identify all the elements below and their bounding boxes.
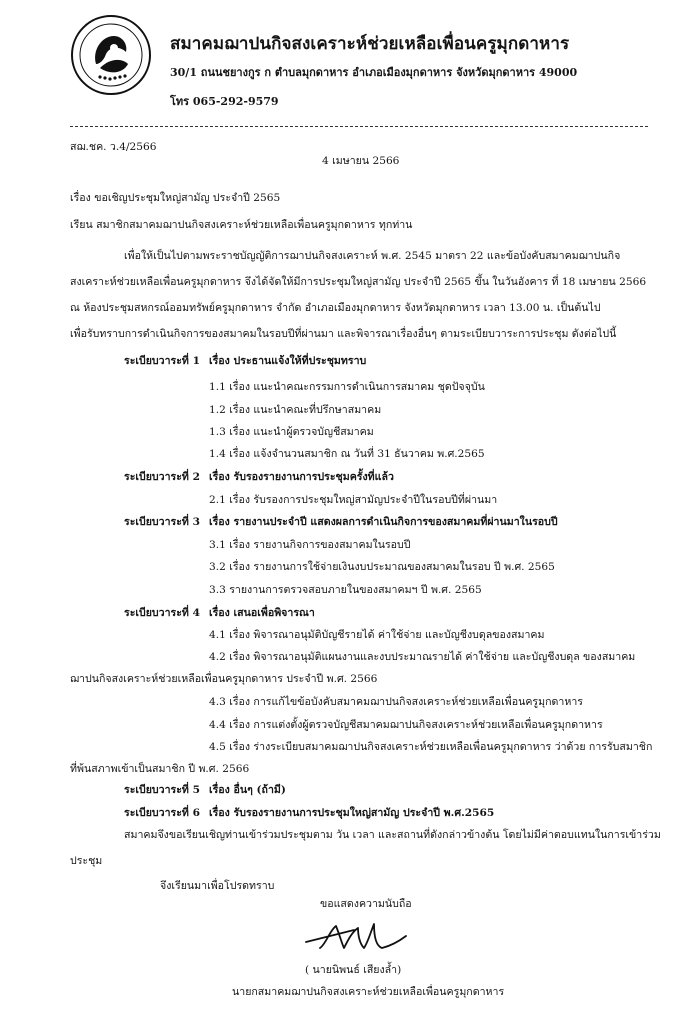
regards-line: ขอแสดงความนับถือ bbox=[320, 898, 412, 910]
agenda-item: 4.2 เรื่อง พิจารณาอนุมัติแผนงานและงบประมาณรายได้ ค่าใช้จ่าย และบัญชีงบดุล ของสมาคม bbox=[209, 651, 636, 663]
agenda-4-title: เรื่อง เสนอเพื่อพิจารณา bbox=[209, 607, 315, 619]
agenda-item: 1.4 เรื่อง แจ้งจำนวนสมาชิก ณ วันที่ 31 ธันวาคม พ.ศ.2565 bbox=[209, 448, 485, 460]
agenda-item-continuation: ที่พ้นสภาพเข้าเป็นสมาชิก ปี พ.ศ. 2566 bbox=[70, 763, 250, 775]
request-line: จึงเรียนมาเพื่อโปรดทราบ bbox=[160, 880, 275, 892]
organization-address: 30/1 ถนนชยางกูร ก ตำบลมุกดาหาร อำเภอเมืองมุกดาหาร จังหวัดมุกดาหาร 49000 bbox=[170, 66, 578, 79]
agenda-item: 4.4 เรื่อง การแต่งตั้งผู้ตรวจบัญชีสมาคมฌาปนกิจสงเคราะห์ช่วยเหลือเพื่อนครูมุกดาหาร bbox=[209, 719, 603, 731]
signer-title: นายกสมาคมฌาปนกิจสงเคราะห์ช่วยเหลือเพื่อนครูมุกดาหาร bbox=[232, 986, 505, 998]
subject-line: เรื่อง ขอเชิญประชุมใหญ่สามัญ ประจำปี 2565 bbox=[70, 192, 281, 204]
agenda-item: 1.3 เรื่อง แนะนำผู้ตรวจบัญชีสมาคม bbox=[209, 426, 374, 438]
agenda-2-title: เรื่อง รับรองรายงานการประชุมครั้งที่แล้ว bbox=[209, 471, 394, 483]
agenda-item: 4.1 เรื่อง พิจารณาอนุมัติบัญชีรายได้ ค่าใช้จ่าย และบัญชีงบดุลของสมาคม bbox=[209, 629, 545, 641]
intro-line: สงเคราะห์ช่วยเหลือเพื่อนครูมุกดาหาร จึงได้จัดให้มีการประชุมใหญ่สามัญ ประจำปี 2565 ขึ้น ในวันอังคาร ที่ 18 เมษายน 2566 bbox=[70, 276, 647, 288]
handwritten-signature bbox=[300, 918, 410, 958]
association-logo-icon bbox=[70, 14, 152, 96]
agenda-3-title: เรื่อง รายงานประจำปี แสดงผลการดำเนินกิจการของสมาคมที่ผ่านมาในรอบปี bbox=[209, 516, 558, 528]
agenda-1-title: เรื่อง ประธานแจ้งให้ที่ประชุมทราบ bbox=[209, 355, 367, 367]
agenda-item: 3.1 เรื่อง รายงานกิจการของสมาคมในรอบปี bbox=[209, 539, 411, 551]
closing-line: ประชุม bbox=[70, 855, 103, 867]
agenda-3-label: ระเบียบวาระที่ 3 bbox=[124, 516, 200, 528]
agenda-item: 4.5 เรื่อง ร่างระเบียบสมาคมฌาปนกิจสงเคราะห์ช่วยเหลือเพื่อนครูมุกดาหาร ว่าด้วย การรับสมาชิก bbox=[209, 741, 653, 753]
agenda-6-label: ระเบียบวาระที่ 6 bbox=[124, 807, 200, 819]
addressee-line: เรียน สมาชิกสมาคมฌาปนกิจสงเคราะห์ช่วยเหลือเพื่อนครูมุกดาหาร ทุกท่าน bbox=[70, 219, 413, 231]
intro-line: เพื่อรับทราบการดำเนินกิจการของสมาคมในรอบปีที่ผ่านมา และพิจารณาเรื่องอื่นๆ ตามระเบียบวาระการประชุม ดังต่อไปนี้ bbox=[70, 328, 617, 340]
agenda-item-continuation: ฌาปนกิจสงเคราะห์ช่วยเหลือเพื่อนครูมุกดาหาร ประจำปี พ.ศ. 2566 bbox=[70, 673, 378, 685]
document-date: 4 เมษายน 2566 bbox=[322, 155, 400, 167]
agenda-item: 3.3 รายงานการตรวจสอบภายในของสมาคมฯ ปี พ.ศ. 2565 bbox=[209, 584, 482, 596]
closing-line: สมาคมจึงขอเรียนเชิญท่านเข้าร่วมประชุมตาม วัน เวลา และสถานที่ดังกล่าวข้างต้น โดยไม่มีค่าตอบแทนในการเข้าร่วม bbox=[124, 829, 661, 841]
agenda-item: 2.1 เรื่อง รับรองการประชุมใหญ่สามัญประจำปีในรอบปีที่ผ่านมา bbox=[209, 494, 498, 506]
intro-line: เพื่อให้เป็นไปตามพระราชบัญญัติการฌาปนกิจสงเคราะห์ พ.ศ. 2545 มาตรา 22 และข้อบังคับสมาคมฌาปนกิจ bbox=[124, 250, 621, 262]
intro-line: ณ ห้องประชุมสหกรณ์ออมทรัพย์ครูมุกดาหาร จำกัด อำเภอเมืองมุกดาหาร จังหวัดมุกดาหาร เวลา 13.00 น. เป็นต้นไป bbox=[70, 302, 601, 314]
header-divider bbox=[70, 126, 648, 127]
signer-name: ( นายนิพนธ์ เสียงล้ำ) bbox=[305, 964, 402, 976]
agenda-2-label: ระเบียบวาระที่ 2 bbox=[124, 471, 200, 483]
agenda-item: 3.2 เรื่อง รายงานการใช้จ่ายเงินงบประมาณของสมาคมในรอบ ปี พ.ศ. 2565 bbox=[209, 561, 555, 573]
agenda-item: 1.2 เรื่อง แนะนำคณะที่ปรึกษาสมาคม bbox=[209, 404, 382, 416]
agenda-6-title: เรื่อง รับรองรายงานการประชุมใหญ่สามัญ ประจำปี พ.ศ.2565 bbox=[209, 807, 495, 819]
agenda-5-label: ระเบียบวาระที่ 5 bbox=[124, 784, 200, 796]
agenda-item: 4.3 เรื่อง การแก้ไขข้อบังคับสมาคมฌาปนกิจสงเคราะห์ช่วยเหลือเพื่อนครูมุกดาหาร bbox=[209, 696, 583, 708]
agenda-4-label: ระเบียบวาระที่ 4 bbox=[124, 607, 200, 619]
organization-phone: โทร 065-292-9579 bbox=[170, 95, 279, 108]
organization-name: สมาคมฌาปนกิจสงเคราะห์ช่วยเหลือเพื่อนครูมุกดาหาร bbox=[170, 34, 570, 54]
agenda-item: 1.1 เรื่อง แนะนำคณะกรรมการดำเนินการสมาคม ชุดปัจจุบัน bbox=[209, 381, 485, 393]
reference-number: สฌ.ชค. ว.4/2566 bbox=[70, 141, 157, 153]
agenda-1-label: ระเบียบวาระที่ 1 bbox=[124, 355, 200, 367]
agenda-5-title: เรื่อง อื่นๆ (ถ้ามี) bbox=[209, 784, 286, 796]
